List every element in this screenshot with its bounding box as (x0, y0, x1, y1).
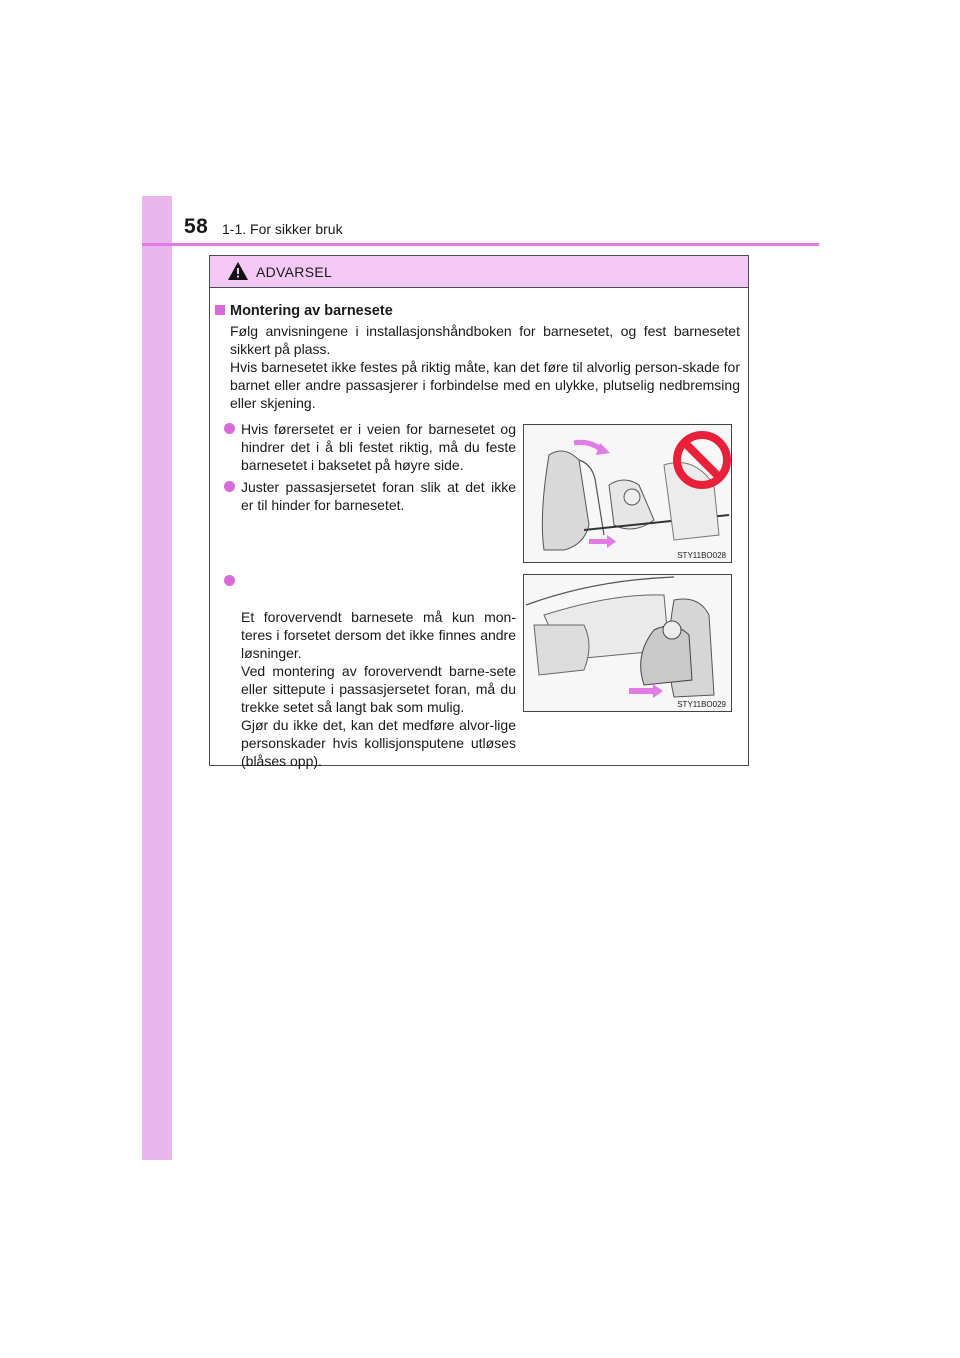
warning-label: ADVARSEL (256, 264, 333, 280)
subheading-text: Montering av barnesete (230, 303, 393, 319)
square-bullet-icon (215, 305, 225, 315)
figure-code: STY11BO029 (677, 700, 726, 709)
round-bullet-icon (224, 575, 235, 586)
forward-facing-seat-illustration (524, 575, 731, 711)
bullet-item (224, 572, 516, 788)
round-bullet-icon (224, 481, 235, 492)
illustration-forward-facing-seat (523, 574, 732, 712)
warning-header (210, 256, 748, 288)
side-color-band (142, 196, 172, 1160)
round-bullet-icon (224, 423, 235, 434)
bullet-text: Et forovervendt barnesete må kun mon-teres i forsetet dersom det ikke finnes andre løsninger. Ved montering av forovervendt barne-sete eller sittepute i passasjersetet foran, må du trekke setet så langt bak som mulig. Gjør du ikke det, kan det medføre alvor-lige personskader hvis kollisjonsputene utløses (blåses opp). (241, 609, 516, 769)
intro-line: Hvis barnesetet ikke festes på riktig måte, kan det føre til alvorlig person-skade for barnet eller andre passasjerer i forbindelse med en ulykke, plutselig nedbremsing eller skjening. (230, 359, 740, 411)
header-rule (142, 243, 819, 246)
bullet-text: Juster passasjersetet foran slik at det ikke er til hinder for barnesetet. (241, 479, 516, 513)
intro-text (230, 322, 740, 412)
figure-code: STY11BO028 (677, 551, 726, 560)
page-number: 58 (184, 215, 209, 238)
illustration-seat-conflict (523, 424, 732, 563)
bullet-text: Hvis førersetet er i veien for barnesetet og hindrer det i å bli festet riktig, må du feste barnesetet i baksetet på høyre side. (241, 421, 516, 473)
intro-line: Følg anvisningene i installasjonshåndboken for barnesetet, og fest barnesetet sikkert på plass. (230, 323, 740, 357)
section-title: 1-1. For sikker bruk (222, 221, 343, 237)
warning-box (209, 255, 749, 769)
bullet-item (224, 420, 516, 474)
warning-triangle-icon (227, 261, 249, 281)
car-seat-conflict-illustration (524, 425, 731, 562)
subheading (215, 303, 393, 319)
bullet-item (224, 478, 516, 514)
